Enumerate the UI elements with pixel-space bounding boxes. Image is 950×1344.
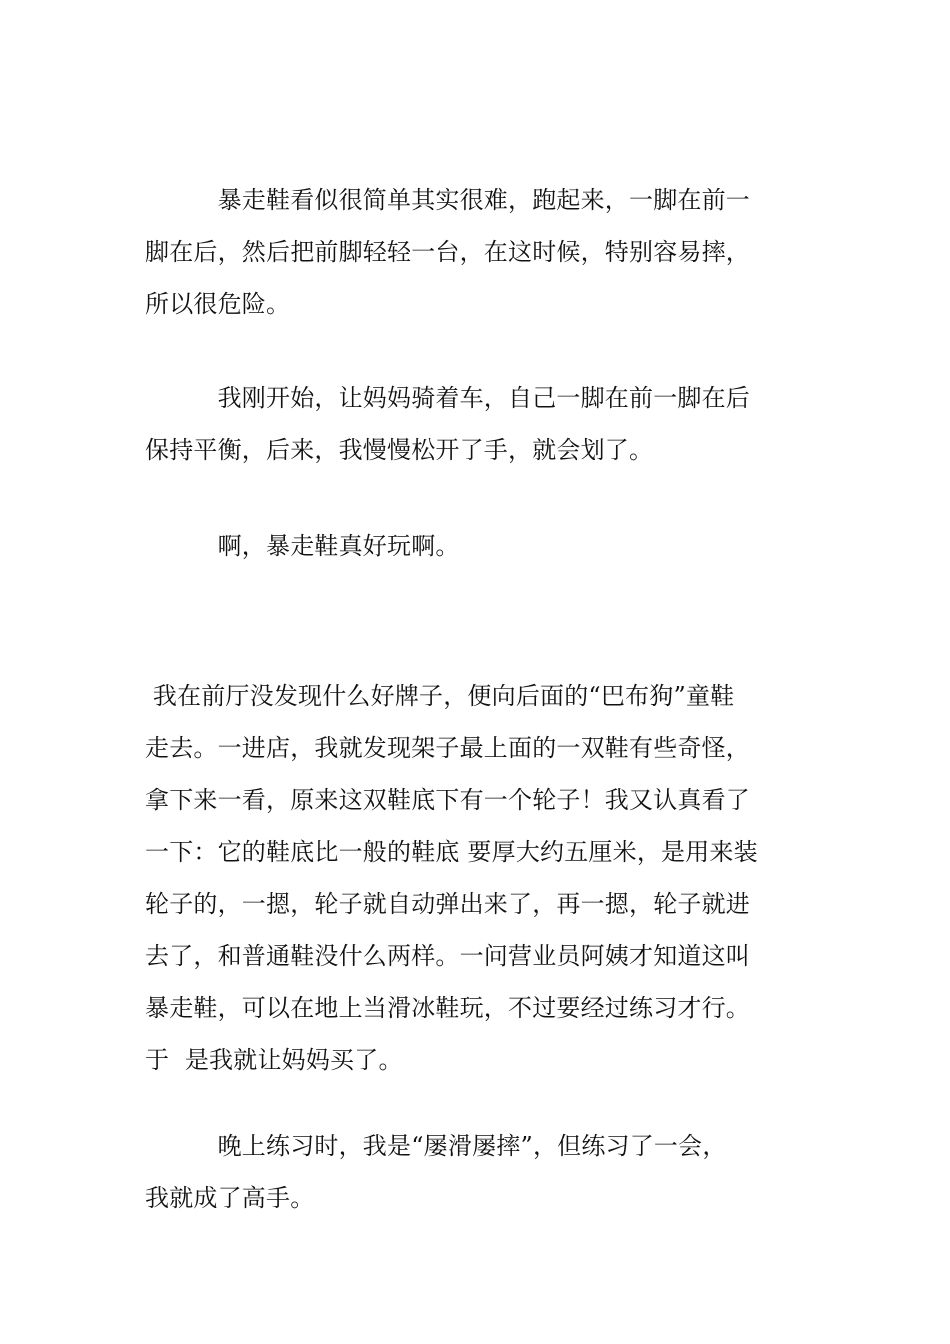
text-line: 一下：它的鞋底比一般的鞋底 要厚大约五厘米，是用来装 <box>145 838 758 866</box>
text-line: 保持平衡，后来，我慢慢松开了手，就会划了。 <box>145 436 654 464</box>
text-line: 所以很危险。 <box>145 290 291 318</box>
paragraph-2 <box>145 372 810 476</box>
text-line: 啊，暴走鞋真好玩啊。 <box>145 532 460 560</box>
text-line: 我在前厅没发现什么好牌子，便向后面的“巴布狗”童鞋 <box>145 682 735 710</box>
text-line: 晚上练习时，我是“屡滑屡摔”，但练习了一会， <box>145 1132 727 1160</box>
paragraph-4 <box>145 670 810 1086</box>
text-line: 去了，和普通鞋没什么两样。一问营业员阿姨才知道这叫 <box>145 942 750 970</box>
text-line: 暴走鞋，可以在地上当滑冰鞋玩，不过要经过练习才行。 <box>145 994 750 1022</box>
text-line: 拿下来一看，原来这双鞋底下有一个轮子！我又认真看了 <box>145 786 750 814</box>
paragraph-3 <box>145 520 810 572</box>
text-line: 轮子的，一摁，轮子就自动弹出来了，再一摁，轮子就进 <box>145 890 750 918</box>
text-line: 于 是我就让妈妈买了。 <box>145 1046 403 1074</box>
text-line: 脚在后，然后把前脚轻轻一台，在这时候，特别容易摔， <box>145 238 750 266</box>
paragraph-5 <box>145 1120 810 1224</box>
text-line: 我就成了高手。 <box>145 1184 315 1212</box>
text-line: 暴走鞋看似很简单其实很难，跑起来，一脚在前一 <box>145 186 750 214</box>
text-line: 我刚开始，让妈妈骑着车，自己一脚在前一脚在后 <box>145 384 750 412</box>
paragraph-1 <box>145 174 810 330</box>
text-line: 走去。一进店，我就发现架子最上面的一双鞋有些奇怪， <box>145 734 750 762</box>
